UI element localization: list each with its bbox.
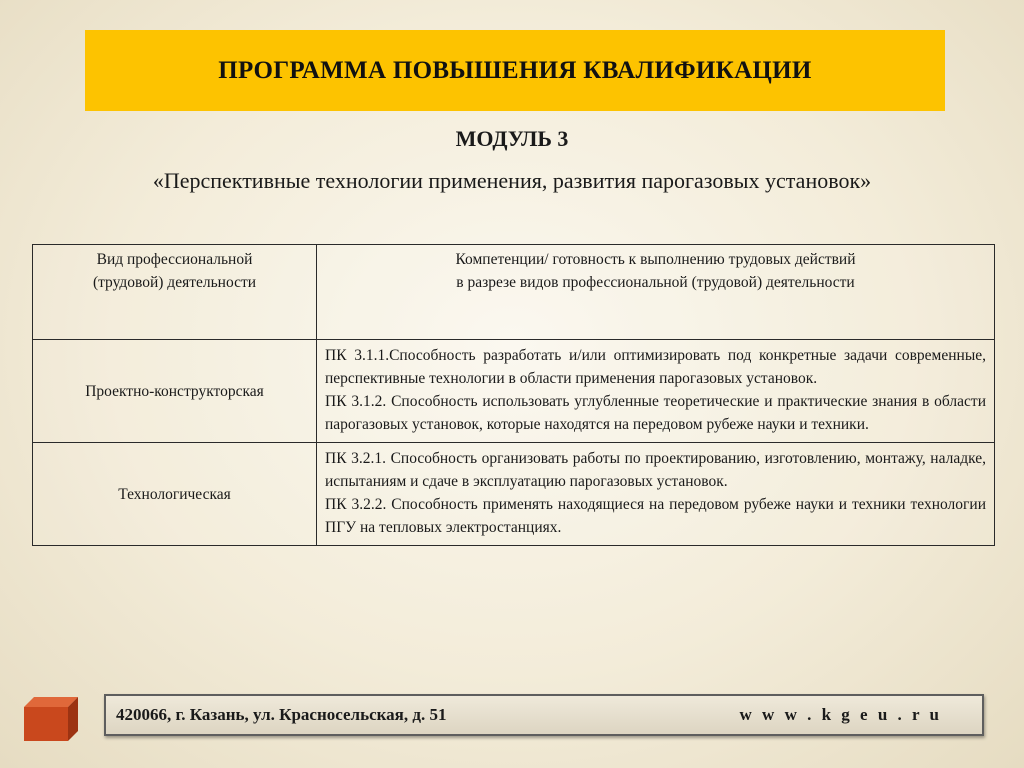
column-header-activity bbox=[33, 245, 317, 340]
header-line: в разрезе видов профессиональной (трудовой) деятельности bbox=[456, 274, 855, 291]
header-line: Компетенции/ готовность к выполнению трудовых действий bbox=[455, 251, 856, 268]
competency-text: ПК 3.2.1. Способность организовать работы по проектированию, изготовлению, монтажу, наладке, испытаниям и сдаче в эксплуатацию парогазовых установок. bbox=[325, 450, 986, 490]
column-header-competencies bbox=[317, 245, 995, 340]
decorative-cube-icon bbox=[20, 693, 80, 743]
footer-website-link[interactable]: w w w . k g e u . r u bbox=[739, 705, 942, 724]
competencies-cell bbox=[317, 443, 995, 546]
module-subtitle: «Перспективные технологии применения, развития парогазовых установок» bbox=[152, 168, 872, 193]
table-row bbox=[33, 340, 995, 443]
module-heading: МОДУЛЬ 3 bbox=[455, 126, 569, 151]
table-row bbox=[33, 443, 995, 546]
activity-cell: Проектно-конструкторская bbox=[33, 340, 317, 443]
activity-cell: Технологическая bbox=[33, 443, 317, 546]
header-line: (трудовой) деятельности bbox=[92, 274, 257, 291]
competency-text: ПК 3.2.2. Способность применять находящиеся на передовом рубеже науки и техники технологии ПГУ на тепловых электростанциях. bbox=[325, 496, 986, 536]
competencies-cell bbox=[317, 340, 995, 443]
header-line: Вид профессиональной bbox=[96, 251, 253, 268]
table-header-row bbox=[33, 245, 995, 340]
program-title: ПРОГРАММА ПОВЫШЕНИЯ КВАЛИФИКАЦИИ bbox=[218, 56, 812, 84]
competency-text: ПК 3.1.2. Способность использовать углубленные теоретические и практические знания в области парогазовых установок, которые находятся на передовом рубеже науки и техники. bbox=[325, 393, 986, 433]
footer-address: 420066, г. Казань, ул. Красносельская, д. 51 bbox=[116, 705, 447, 724]
program-title-banner bbox=[85, 30, 945, 111]
footer-bar bbox=[104, 694, 984, 736]
competency-table bbox=[32, 244, 995, 546]
competency-text: ПК 3.1.1.Способность разработать и/или оптимизировать под конкретные задачи современные, перспективные технологии в области применения парогазовых установок. bbox=[325, 347, 986, 387]
